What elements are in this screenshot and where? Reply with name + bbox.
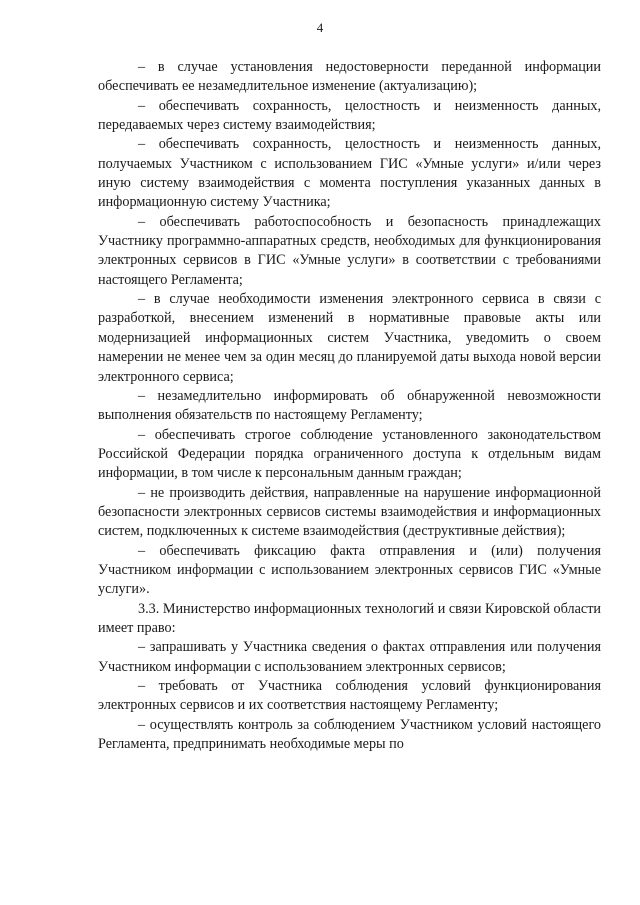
paragraph-1: – в случае установления недостоверности переданной информации обеспечивать ее незамедлительное изменение (актуализацию); — [98, 59, 601, 95]
paragraph-10: – запрашивать у Участника сведения о фактах отправления или получения Участником информации с использованием электронных сервисов; — [98, 639, 601, 675]
paragraph-3: – обеспечивать сохранность, целостность и неизменность данных, получаемых Участником с использованием ГИС «Умные услуги» и/или через иную систему взаимодействия с момента поступления указанных данных в информационную систему Участника; — [98, 136, 601, 211]
paragraph-9: – обеспечивать фиксацию факта отправления и (или) получения Участником информации с использованием электронных сервисов ГИС «Умные услуги». — [98, 542, 601, 598]
section-heading-3-3: 3.3. Министерство информационных технологий и связи Кировской области имеет право: — [98, 600, 601, 636]
document-body — [98, 58, 601, 754]
page-number: 4 — [316, 20, 324, 35]
paragraph-6: – незамедлительно информировать об обнаруженной невозможности выполнения обязательств по настоящему Регламенту; — [98, 387, 601, 424]
paragraph-2: – обеспечивать сохранность, целостность и неизменность данных, передаваемых через систему взаимодействия; — [98, 97, 601, 134]
paragraph-4: – обеспечивать работоспособность и безопасность принадлежащих Участнику программно-аппаратных средств, необходимых для функционирования электронных сервисов в ГИС «Умные услуги» в соответствии с требованиями настоящего Регламента; — [98, 213, 601, 288]
paragraph-12: – осуществлять контроль за соблюдением Участником условий настоящего Регламента, предпринимать необходимые меры по — [98, 716, 601, 753]
paragraph-11: – требовать от Участника соблюдения условий функционирования электронных сервисов и их соответствия настоящему Регламенту; — [98, 678, 601, 714]
paragraph-5: – в случае необходимости изменения электронного сервиса в связи с разработкой, внесением изменений в нормативные правовые акты или модернизацией информационных систем Участника, уведомить о своем намерении не менее чем за один месяц до планируемой даты выхода новой версии электронного сервиса; — [98, 291, 601, 385]
paragraph-8: – не производить действия, направленные на нарушение информационной безопасности электронных сервисов системы взаимодействия и информационных систем, подключенных к системе взаимодействия (деструктивные действия); — [98, 484, 601, 540]
paragraph-7: – обеспечивать строгое соблюдение установленного законодательством Российской Федерации порядка ограниченного доступа к отдельным видам информации, в том числе к персональным данным граждан; — [98, 426, 601, 482]
